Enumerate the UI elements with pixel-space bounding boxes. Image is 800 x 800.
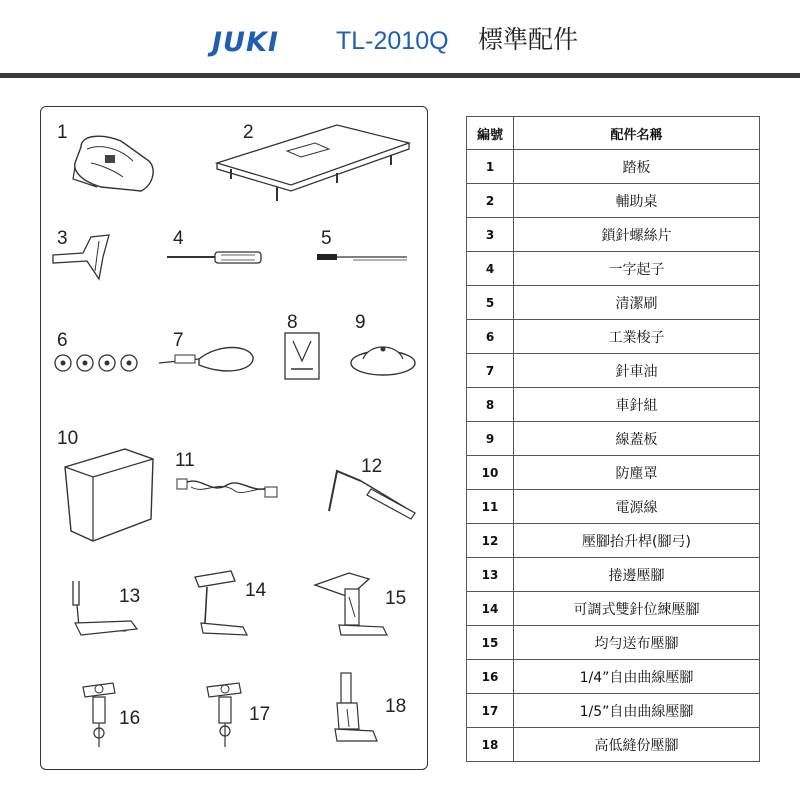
row-name: 均勻送布壓腳 — [514, 626, 760, 660]
part-number: 17 — [249, 704, 271, 725]
row-name: 可調式雙針位練壓腳 — [514, 592, 760, 626]
power-cord-icon — [171, 465, 281, 515]
row-number: 7 — [467, 354, 514, 388]
spool-cap-icon — [349, 333, 419, 383]
table-row — [467, 218, 760, 252]
part-number: 16 — [119, 708, 141, 729]
table-row — [467, 456, 760, 490]
row-number: 15 — [467, 626, 514, 660]
row-number: 1 — [467, 150, 514, 184]
oil-bottle-icon — [159, 339, 259, 389]
table-row — [467, 320, 760, 354]
edge-foot-icon — [327, 669, 397, 759]
table-row — [467, 558, 760, 592]
row-number: 2 — [467, 184, 514, 218]
accessory-illustrations-panel — [40, 106, 428, 770]
part-number: 9 — [355, 312, 366, 333]
table-row — [467, 252, 760, 286]
row-name: 鎖針螺絲片 — [514, 218, 760, 252]
needle-set-icon — [283, 331, 325, 387]
brand-logo: JUKI — [212, 27, 279, 58]
table-row — [467, 490, 760, 524]
part-number: 8 — [287, 312, 298, 333]
part-number: 13 — [119, 586, 141, 607]
part-number: 15 — [385, 588, 407, 609]
table-row — [467, 660, 760, 694]
row-name: 1/4”自由曲線壓腳 — [514, 660, 760, 694]
row-number: 17 — [467, 694, 514, 728]
row-name: 車針組 — [514, 388, 760, 422]
model-name: TL-2010Q — [336, 27, 449, 55]
row-number: 12 — [467, 524, 514, 558]
row-number: 13 — [467, 558, 514, 592]
dust-cover-icon — [61, 437, 161, 547]
free-motion-foot-fifth-icon — [197, 673, 257, 753]
part-number: 2 — [243, 122, 254, 143]
accessory-table — [466, 116, 760, 762]
row-number: 10 — [467, 456, 514, 490]
cleaning-brush-icon — [313, 247, 413, 287]
row-name: 線蓋板 — [514, 422, 760, 456]
table-row — [467, 694, 760, 728]
row-name: 清潔刷 — [514, 286, 760, 320]
row-name: 捲邊壓腳 — [514, 558, 760, 592]
part-number: 11 — [175, 450, 195, 471]
part-number: 18 — [385, 696, 407, 717]
table-row — [467, 354, 760, 388]
row-number: 5 — [467, 286, 514, 320]
row-number: 16 — [467, 660, 514, 694]
row-number: 6 — [467, 320, 514, 354]
table-row — [467, 524, 760, 558]
row-name: 壓腳抬升桿(腳弓) — [514, 524, 760, 558]
row-name: 防塵罩 — [514, 456, 760, 490]
part-number: 6 — [57, 330, 68, 351]
column-header-number: 編號 — [467, 117, 514, 150]
page-header — [0, 0, 800, 78]
table-row — [467, 728, 760, 762]
part-number: 3 — [57, 228, 68, 249]
table-row — [467, 150, 760, 184]
part-number: 10 — [57, 428, 79, 449]
row-number: 18 — [467, 728, 514, 762]
row-name: 輔助桌 — [514, 184, 760, 218]
row-number: 11 — [467, 490, 514, 524]
part-number: 4 — [173, 228, 184, 249]
table-row — [467, 422, 760, 456]
row-name: 電源線 — [514, 490, 760, 524]
walking-foot-icon — [309, 567, 399, 647]
hemmer-foot-icon — [65, 575, 145, 645]
page-title: 標準配件 — [478, 25, 579, 54]
table-row — [467, 592, 760, 626]
row-number: 9 — [467, 422, 514, 456]
row-number: 8 — [467, 388, 514, 422]
foot-pedal-icon — [61, 127, 161, 207]
table-header-row — [467, 117, 760, 150]
row-name: 1/5”自由曲線壓腳 — [514, 694, 760, 728]
table-row — [467, 286, 760, 320]
row-name: 踏板 — [514, 150, 760, 184]
table-row — [467, 388, 760, 422]
row-number: 3 — [467, 218, 514, 252]
part-number: 14 — [245, 580, 267, 601]
column-header-name: 配件名稱 — [514, 117, 760, 150]
knee-lifter-icon — [311, 447, 421, 527]
part-number: 1 — [57, 122, 68, 143]
bobbins-icon — [53, 351, 143, 381]
part-number: 12 — [361, 456, 383, 477]
table-row — [467, 184, 760, 218]
row-name: 高低縫份壓腳 — [514, 728, 760, 762]
part-number: 7 — [173, 330, 184, 351]
screw-plate-icon — [53, 227, 133, 297]
row-name: 工業梭子 — [514, 320, 760, 354]
table-body — [467, 150, 760, 762]
adjustable-foot-icon — [187, 567, 267, 647]
row-number: 14 — [467, 592, 514, 626]
row-name: 針車油 — [514, 354, 760, 388]
header-divider — [0, 73, 800, 78]
screwdriver-icon — [163, 247, 273, 287]
row-number: 4 — [467, 252, 514, 286]
part-number: 5 — [321, 228, 332, 249]
table-row — [467, 626, 760, 660]
row-name: 一字起子 — [514, 252, 760, 286]
free-motion-foot-quarter-icon — [73, 673, 133, 753]
extension-table-icon — [211, 121, 411, 211]
